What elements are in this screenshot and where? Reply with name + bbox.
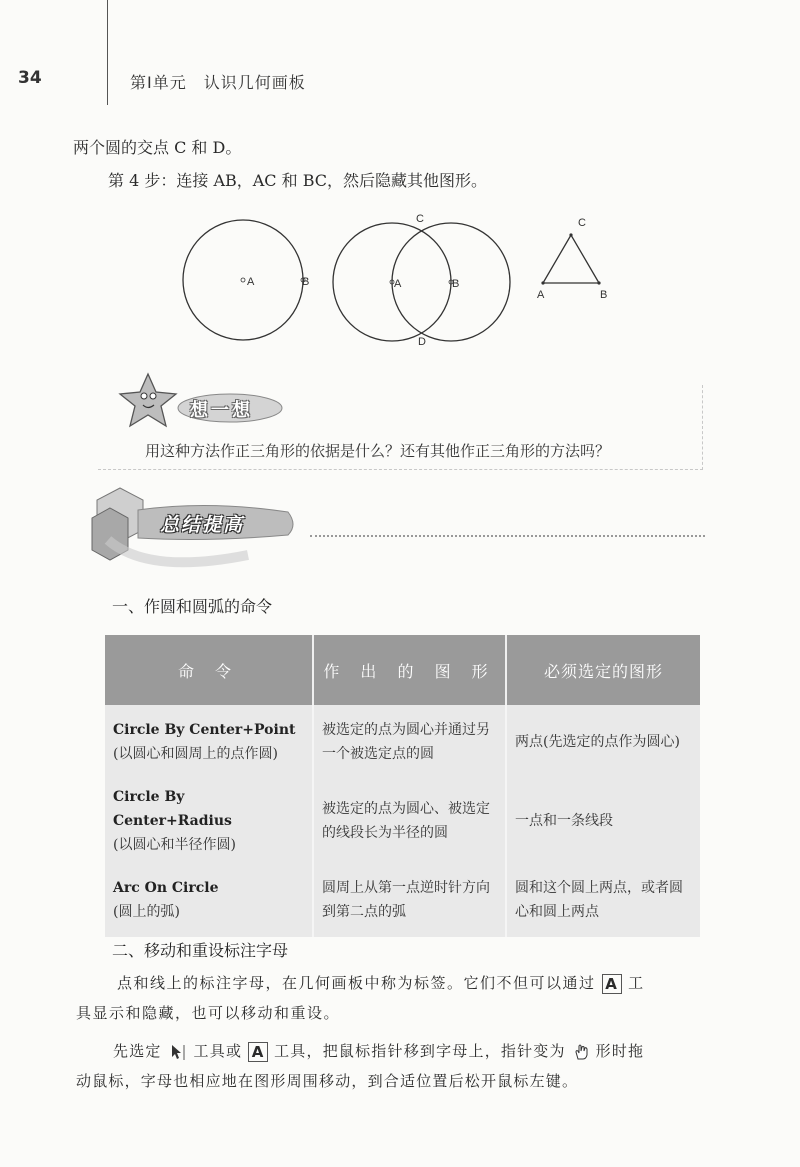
summary-label: 总结提高 <box>160 514 245 536</box>
command-name-cn: (以圆心和圆周上的点作圆) <box>113 746 278 762</box>
fig2-label-a: A <box>394 278 402 290</box>
required-cell: 两点(先选定的点作为圆心) <box>506 705 700 779</box>
result-cell: 被选定的点为圆心并通过另一个被选定点的圆 <box>313 705 506 779</box>
section2-paragraph-2 <box>113 1036 644 1066</box>
p2-text-c: 工具，把鼠标指针移到字母上，指针变为 <box>274 1042 566 1060</box>
section2-paragraph-1 <box>117 968 645 998</box>
fig3-label-c: C <box>578 217 586 229</box>
result-cell: 圆周上从第一点逆时针方向到第二点的弧 <box>313 863 506 937</box>
figure-3-triangle <box>537 217 607 301</box>
command-cell <box>105 705 313 779</box>
text-tool-icon-2: A <box>248 1042 268 1062</box>
command-name-cn: (以圆心和半径作圆) <box>113 837 236 853</box>
fig2-label-d: D <box>418 336 426 348</box>
arrow-select-tool-icon <box>168 1043 188 1061</box>
command-name-cn: (圆上的弧) <box>113 904 180 920</box>
text-tool-icon: A <box>602 974 622 994</box>
command-name: Circle By Center+Radius <box>113 789 232 829</box>
p2-text-b: 工具或 <box>193 1042 243 1060</box>
construction-figures <box>0 205 800 355</box>
hand-pointer-icon <box>572 1043 590 1061</box>
result-cell: 被选定的点为圆心、被选定的线段长为半径的圆 <box>313 779 506 863</box>
p2-text-a: 先选定 <box>113 1042 162 1060</box>
page-number: 34 <box>18 68 42 88</box>
header-divider <box>107 0 108 105</box>
required-cell: 一点和一条线段 <box>506 779 700 863</box>
command-cell <box>105 779 313 863</box>
think-label: 想一想 <box>190 400 253 421</box>
fig1-label-b: B <box>302 276 310 288</box>
intro-line-1: 两个圆的交点 C 和 D。 <box>73 138 242 157</box>
fig3-label-a: A <box>537 289 545 301</box>
intro-line-2: 第 4 步：连接 AB，AC 和 BC，然后隐藏其他图形。 <box>108 171 488 190</box>
figure-1-circle <box>183 220 309 340</box>
figure-2-intersecting-circles <box>333 213 510 348</box>
section2-title: 二、移动和重设标注字母 <box>112 941 289 960</box>
section2-paragraph-1-cont: 具显示和隐藏，也可以移动和重设。 <box>76 1004 341 1022</box>
command-cell <box>105 863 313 937</box>
col-header-result: 作 出 的 图 形 <box>313 635 506 705</box>
table-row <box>105 863 700 937</box>
required-cell: 圆和这个圆上两点，或者圆心和圆上两点 <box>506 863 700 937</box>
command-table <box>105 635 700 937</box>
section1-title: 一、作圆和圆弧的命令 <box>112 597 273 616</box>
fig2-label-c: C <box>416 213 424 225</box>
section2-paragraph-2-cont: 动鼠标，字母也相应地在图形周围移动，到合适位置后松开鼠标左键。 <box>76 1072 579 1090</box>
p1-text-b: 工 <box>628 974 645 992</box>
command-name: Circle By Center+Point <box>113 722 296 738</box>
col-header-required: 必须选定的图形 <box>506 635 700 705</box>
page-header: 第Ⅰ单元 认识几何画板 <box>130 73 306 92</box>
think-question: 用这种方法作正三角形的依据是什么？还有其他作正三角形的方法吗？ <box>145 442 611 460</box>
fig2-label-b: B <box>452 278 460 290</box>
table-row <box>105 779 700 863</box>
p2-text-d: 形时拖 <box>595 1042 645 1060</box>
p1-text-a: 点和线上的标注字母，在几何画板中称为标签。它们不但可以通过 <box>117 974 596 992</box>
command-name: Arc On Circle <box>113 880 219 896</box>
fig3-label-b: B <box>600 289 608 301</box>
table-row <box>105 705 700 779</box>
summary-divider <box>310 535 705 537</box>
fig1-label-a: A <box>247 276 255 288</box>
col-header-command: 命 令 <box>105 635 313 705</box>
